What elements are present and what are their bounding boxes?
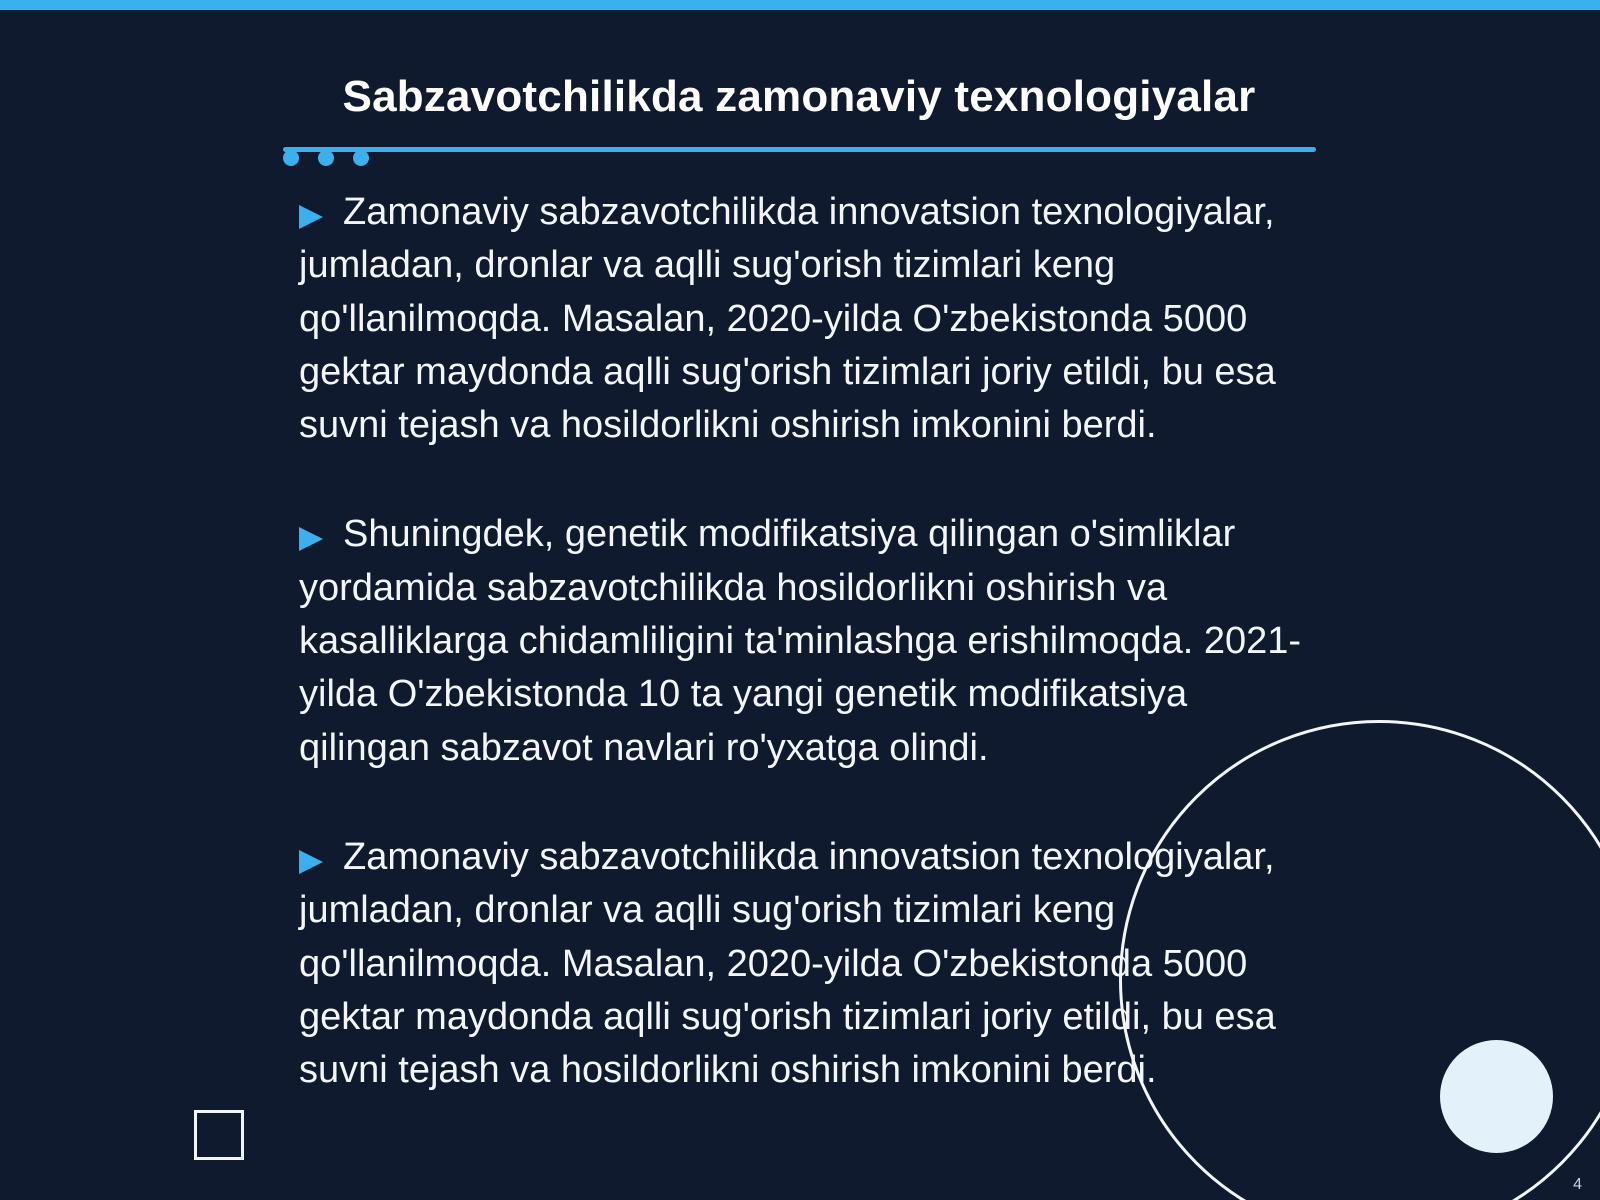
bullet-text: Zamonaviy sabzavotchilikda innovatsion texnologiyalar, jumladan, dronlar va aqlli sug'orish tizimlari keng qo'llanilmoqda. Masalan, 2020-yilda O'zbekistonda 5000 gektar maydonda aqlli sug'orish tizimlari joriy etildi, bu esa suvni tejash va hosildorlikni oshirish imkonini berdi. [299,191,1276,447]
top-accent-bar [0,0,1600,10]
slide-title: Sabzavotchilikda zamonaviy texnologiyalar [342,72,1256,121]
bullet-text: Zamonaviy sabzavotchilikda innovatsion texnologiyalar, jumladan, dronlar va aqlli sug'orish tizimlari keng qo'llanilmoqda. Masalan, 2020-yilda O'zbekistonda 5000 gektar maydonda aqlli sug'orish tizimlari joriy etildi, bu esa suvni tejash va hosildorlikni oshirish imkonini berdi. [299,835,1276,1092]
bullet-item-2 [299,508,1309,774]
page-number: 4 [1573,1176,1582,1193]
decorative-square-outline [194,1110,244,1160]
title-dot-1 [283,150,299,166]
title-dot-2 [318,150,334,166]
bullet-text: Shuningdek, genetik modifikatsiya qilingan o'simliklar yordamida sabzavotchilikda hosildorlikni oshirish va kasalliklarga chidamliligini ta'minlashga erishilmoqda. 2021-yilda O'zbekistonda 10 ta yangi genetik modifikatsiya qilingan sabzavot navlari ro'yxatga olindi. [299,513,1302,769]
title-dot-3 [353,150,369,166]
title-underline [283,147,1316,152]
bullet-triangle-icon [299,527,323,551]
bullet-triangle-icon [299,850,323,874]
decorative-circle-filled [1440,1040,1553,1153]
bullet-triangle-icon [299,205,323,229]
bullet-item-1 [299,186,1309,452]
